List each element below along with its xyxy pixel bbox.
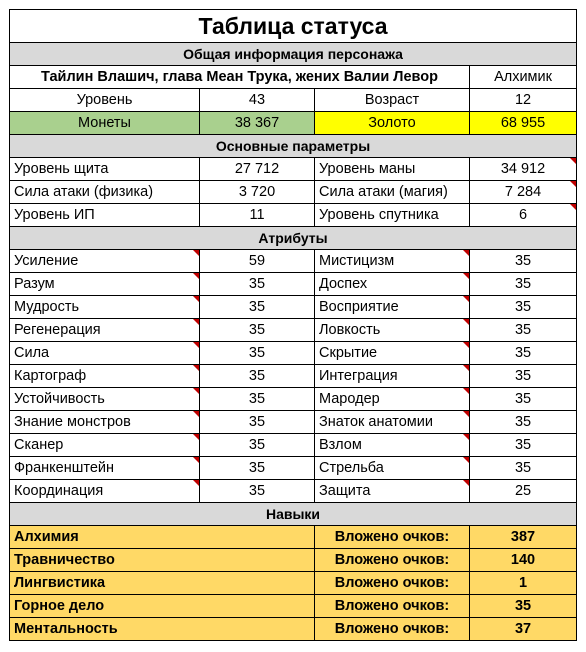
skill-points-label: Вложено очков: xyxy=(315,526,470,549)
skill-points-value: 387 xyxy=(470,526,577,549)
table-row xyxy=(10,365,577,388)
attributes-value: 35 xyxy=(470,342,577,365)
coins-value: 38 367 xyxy=(200,112,315,135)
basic_params-value: 27 712 xyxy=(200,158,315,181)
attributes-label: Координация xyxy=(10,480,200,503)
basic_params-label: Сила атаки (физика) xyxy=(10,181,200,204)
level-value: 43 xyxy=(200,89,315,112)
skill-row xyxy=(10,549,577,572)
table-row xyxy=(10,181,577,204)
attributes-value: 35 xyxy=(200,411,315,434)
attributes-label: Мистицизм xyxy=(315,250,470,273)
skill-points-label: Вложено очков: xyxy=(315,595,470,618)
table-row xyxy=(10,434,577,457)
page-title: Таблица статуса xyxy=(10,10,577,43)
attributes-label: Защита xyxy=(315,480,470,503)
skill-points-label: Вложено очков: xyxy=(315,549,470,572)
skill-points-value: 35 xyxy=(470,595,577,618)
attributes-label: Знаток анатомии xyxy=(315,411,470,434)
attributes-label: Восприятие xyxy=(315,296,470,319)
skill-row xyxy=(10,526,577,549)
basic_params-value: 11 xyxy=(200,204,315,227)
table-row xyxy=(10,319,577,342)
attributes-value: 25 xyxy=(470,480,577,503)
table-row xyxy=(10,342,577,365)
status-table xyxy=(9,9,577,641)
attributes-label: Взлом xyxy=(315,434,470,457)
attributes-value: 35 xyxy=(200,319,315,342)
gold-label: Золото xyxy=(315,112,470,135)
skill-name: Травничество xyxy=(10,549,315,572)
character-class: Алхимик xyxy=(470,66,577,89)
attributes-label: Регенерация xyxy=(10,319,200,342)
skill-row xyxy=(10,572,577,595)
attributes-value: 35 xyxy=(200,365,315,388)
attributes-value: 59 xyxy=(200,250,315,273)
basic_params-label: Уровень маны xyxy=(315,158,470,181)
attributes-value: 35 xyxy=(470,250,577,273)
skill-points-value: 1 xyxy=(470,572,577,595)
attributes-value: 35 xyxy=(470,296,577,319)
attributes-value: 35 xyxy=(470,457,577,480)
basic_params-label: Уровень ИП xyxy=(10,204,200,227)
table-row xyxy=(10,204,577,227)
age-label: Возраст xyxy=(315,89,470,112)
basic_params-value: 7 284 xyxy=(470,181,577,204)
level-label: Уровень xyxy=(10,89,200,112)
attributes-label: Усиление xyxy=(10,250,200,273)
attributes-value: 35 xyxy=(200,296,315,319)
table-row xyxy=(10,480,577,503)
table-row xyxy=(10,158,577,181)
attributes-label: Интеграция xyxy=(315,365,470,388)
section-general-header: Общая информация персонажа xyxy=(10,43,577,66)
attributes-label: Мародер xyxy=(315,388,470,411)
table-row xyxy=(10,388,577,411)
skill-points-value: 140 xyxy=(470,549,577,572)
table-row xyxy=(10,250,577,273)
attributes-value: 35 xyxy=(470,319,577,342)
table-row xyxy=(10,457,577,480)
attributes-value: 35 xyxy=(470,411,577,434)
attributes-value: 35 xyxy=(200,342,315,365)
basic_params-value: 34 912 xyxy=(470,158,577,181)
attributes-label: Франкенштейн xyxy=(10,457,200,480)
section-skills-header: Навыки xyxy=(10,503,577,526)
basic_params-value: 6 xyxy=(470,204,577,227)
attributes-label: Сканер xyxy=(10,434,200,457)
skill-name: Горное дело xyxy=(10,595,315,618)
attributes-label: Устойчивость xyxy=(10,388,200,411)
skill-row xyxy=(10,595,577,618)
table-row xyxy=(10,411,577,434)
attributes-value: 35 xyxy=(470,388,577,411)
table-row xyxy=(10,273,577,296)
attributes-label: Знание монстров xyxy=(10,411,200,434)
attributes-label: Доспех xyxy=(315,273,470,296)
basic_params-label: Уровень щита xyxy=(10,158,200,181)
basic_params-label: Сила атаки (магия) xyxy=(315,181,470,204)
attributes-value: 35 xyxy=(200,457,315,480)
skill-row xyxy=(10,618,577,641)
skill-points-label: Вложено очков: xyxy=(315,618,470,641)
skill-name: Алхимия xyxy=(10,526,315,549)
attributes-label: Стрельба xyxy=(315,457,470,480)
gold-value: 68 955 xyxy=(470,112,577,135)
attributes-label: Ловкость xyxy=(315,319,470,342)
attributes-label: Сила xyxy=(10,342,200,365)
skill-name: Ментальность xyxy=(10,618,315,641)
attributes-label: Скрытие xyxy=(315,342,470,365)
attributes-value: 35 xyxy=(470,273,577,296)
section-basic-header: Основные параметры xyxy=(10,135,577,158)
skill-points-value: 37 xyxy=(470,618,577,641)
attributes-value: 35 xyxy=(470,365,577,388)
age-value: 12 xyxy=(470,89,577,112)
attributes-label: Разум xyxy=(10,273,200,296)
attributes-value: 35 xyxy=(470,434,577,457)
character-name: Тайлин Влашич, глава Меан Трука, жених Валии Левор xyxy=(10,66,470,89)
attributes-value: 35 xyxy=(200,434,315,457)
attributes-label: Мудрость xyxy=(10,296,200,319)
skill-points-label: Вложено очков: xyxy=(315,572,470,595)
attributes-value: 35 xyxy=(200,480,315,503)
basic_params-label: Уровень спутника xyxy=(315,204,470,227)
attributes-value: 35 xyxy=(200,273,315,296)
section-attributes-header: Атрибуты xyxy=(10,227,577,250)
basic_params-value: 3 720 xyxy=(200,181,315,204)
attributes-label: Картограф xyxy=(10,365,200,388)
coins-label: Монеты xyxy=(10,112,200,135)
skill-name: Лингвистика xyxy=(10,572,315,595)
table-row xyxy=(10,296,577,319)
attributes-value: 35 xyxy=(200,388,315,411)
